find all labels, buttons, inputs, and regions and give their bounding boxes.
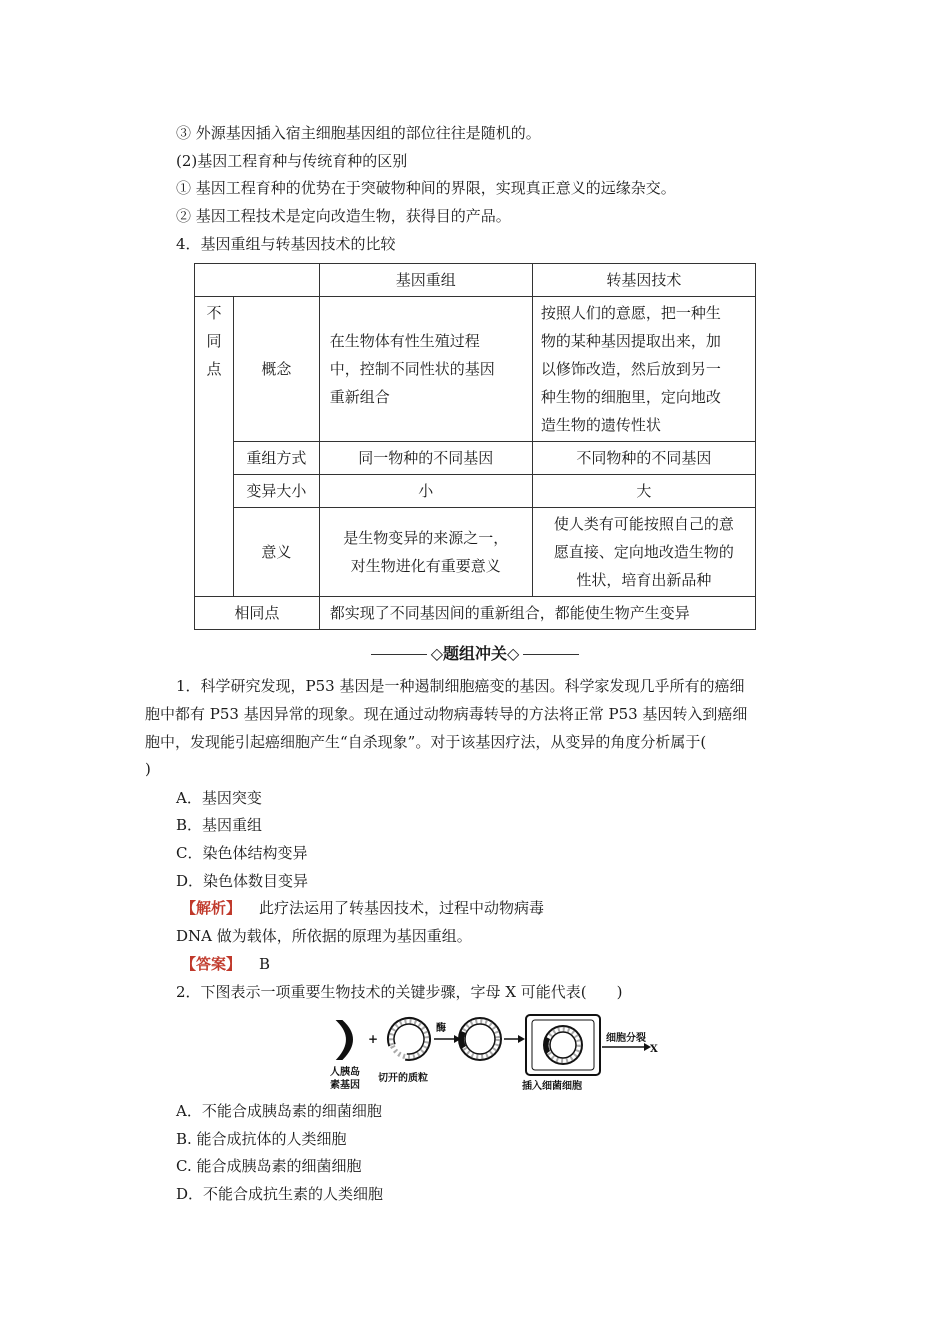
intro-line-5: 4．基因重组与转基因技术的比较 [176, 235, 396, 253]
answer-value: B [259, 955, 271, 973]
diff-group-label [195, 297, 234, 597]
gene-label-line-1: 人胰岛 [330, 1067, 360, 1078]
cell-line: 重新组合 [329, 388, 390, 406]
q1-option-d: D．染色体数目变异 [176, 872, 309, 890]
cell-significance-a [319, 508, 532, 597]
col-header-transgenic: 转基因技术 [532, 264, 755, 297]
cut-plasmid-icon [382, 1013, 436, 1066]
cell-concept-b [532, 297, 755, 442]
recombinant-plasmid-icon [459, 1018, 502, 1060]
intro-line-2: (2)基因工程育种与传统育种的区别 [176, 152, 408, 170]
insert-arrow-head [518, 1035, 525, 1043]
cell-line: 性状，培育出新品种 [576, 571, 712, 589]
row-label-same: 相同点 [195, 597, 320, 630]
cell-method-b: 不同物种的不同基因 [532, 442, 755, 475]
header-rule-right [523, 654, 579, 655]
insulin-gene-icon [338, 1021, 352, 1059]
table-header-row [195, 264, 756, 297]
analysis-text-2: DNA 做为载体，所依据的原理为基因重组。 [176, 927, 472, 945]
cell-line: 种生物的细胞里，定向地改 [540, 388, 721, 406]
intro-line-4: ② 基因工程技术是定向改造生物，获得目的产品。 [176, 207, 511, 225]
row-label-significance: 意义 [234, 508, 320, 597]
diff-char-3: 点 [206, 360, 222, 378]
x-label: X [650, 1044, 658, 1055]
q2-option-d: D．不能合成抗生素的人类细胞 [176, 1185, 384, 1203]
header-rule-left [371, 654, 427, 655]
cell-magnitude-a: 小 [319, 475, 532, 508]
q1-stem-line-3: 胞中，发现能引起癌细胞产生“自杀现象”。对于该基因疗法，从变异的角度分析属于( [145, 733, 707, 751]
table-corner-cell [195, 264, 320, 297]
cell-line: 对生物进化有重要意义 [350, 557, 501, 575]
enzyme-label: 酶 [436, 1023, 446, 1034]
analysis-tag: 【解析】 [181, 899, 242, 917]
q1-stem-line-2: 胞中都有 P53 基因异常的现象。现在通过动物病毒转导的方法将正常 P53 基因转入到癌细 [145, 705, 748, 723]
col-header-recombination: 基因重组 [319, 264, 532, 297]
insert-label: 插入细菌细胞 [522, 1081, 582, 1092]
cell-line: 以修饰改造，然后放到另一 [540, 360, 721, 378]
intro-line-1: ③ 外源基因插入宿主细胞基因组的部位往往是随机的。 [176, 124, 541, 142]
comparison-table [194, 263, 756, 630]
cell-line: 物的某种基因提取出来，加 [540, 332, 721, 350]
cell-line: 造生物的遗传性状 [540, 416, 661, 434]
bacterial-cell-icon [526, 1015, 600, 1075]
cell-line: 愿直接、定向地改造生物的 [553, 543, 734, 561]
table-row [195, 597, 756, 630]
analysis-text-1: 此疗法运用了转基因技术，过程中动物病毒 [259, 899, 545, 917]
diff-char-2: 同 [206, 332, 222, 350]
answer-tag: 【答案】 [181, 955, 242, 973]
division-label: 细胞分裂 [606, 1033, 646, 1044]
q1-answer [181, 954, 270, 974]
q1-stem-line-4: ) [145, 760, 151, 778]
plasmid-label: 切开的质粒 [378, 1073, 428, 1084]
table-row [195, 297, 756, 442]
cell-line: 按照人们的意愿，把一种生 [540, 304, 721, 322]
cell-method-a: 同一物种的不同基因 [319, 442, 532, 475]
section-title: ◇题组冲关◇ [430, 644, 520, 663]
q1-analysis [181, 898, 544, 918]
q1-option-a: A．基因突变 [176, 789, 262, 807]
q2-option-b: B. 能合成抗体的人类细胞 [176, 1130, 347, 1148]
gene-label-line-2: 素基因 [330, 1080, 360, 1091]
cell-significance-b [532, 508, 755, 597]
q2-option-a: A．不能合成胰岛素的细菌细胞 [176, 1102, 382, 1120]
intro-line-3: ① 基因工程育种的优势在于突破物种间的界限，实现真正意义的远缘杂交。 [176, 179, 676, 197]
table-row [195, 508, 756, 597]
table-row [195, 442, 756, 475]
section-header [0, 641, 950, 664]
cell-concept-a [319, 297, 532, 442]
gene-engineering-diagram [330, 1013, 670, 1095]
q1-option-b: B．基因重组 [176, 816, 263, 834]
cell-line: 是生物变异的来源之一， [343, 529, 509, 547]
q1-option-c: C．染色体结构变异 [176, 844, 308, 862]
row-label-concept: 概念 [234, 297, 320, 442]
table-row [195, 475, 756, 508]
plus-sign: + [368, 1032, 379, 1046]
row-label-method: 重组方式 [234, 442, 320, 475]
diff-char-1: 不 [206, 304, 222, 322]
q2-option-c: C. 能合成胰岛素的细菌细胞 [176, 1157, 362, 1175]
cell-magnitude-b: 大 [532, 475, 755, 508]
cell-same: 都实现了不同基因间的重新组合，都能使生物产生变异 [319, 597, 755, 630]
cell-line: 中，控制不同性状的基因 [329, 360, 495, 378]
cell-line: 使人类有可能按照自己的意 [553, 515, 734, 533]
q2-stem: 2．下图表示一项重要生物技术的关键步骤，字母 X 可能代表( ) [176, 983, 623, 1001]
cell-line: 在生物体有性生殖过程 [329, 332, 480, 350]
q1-stem-line-1: 1．科学研究发现，P53 基因是一种遏制细胞癌变的基因。科学家发现几乎所有的癌细 [176, 677, 745, 695]
row-label-magnitude: 变异大小 [234, 475, 320, 508]
